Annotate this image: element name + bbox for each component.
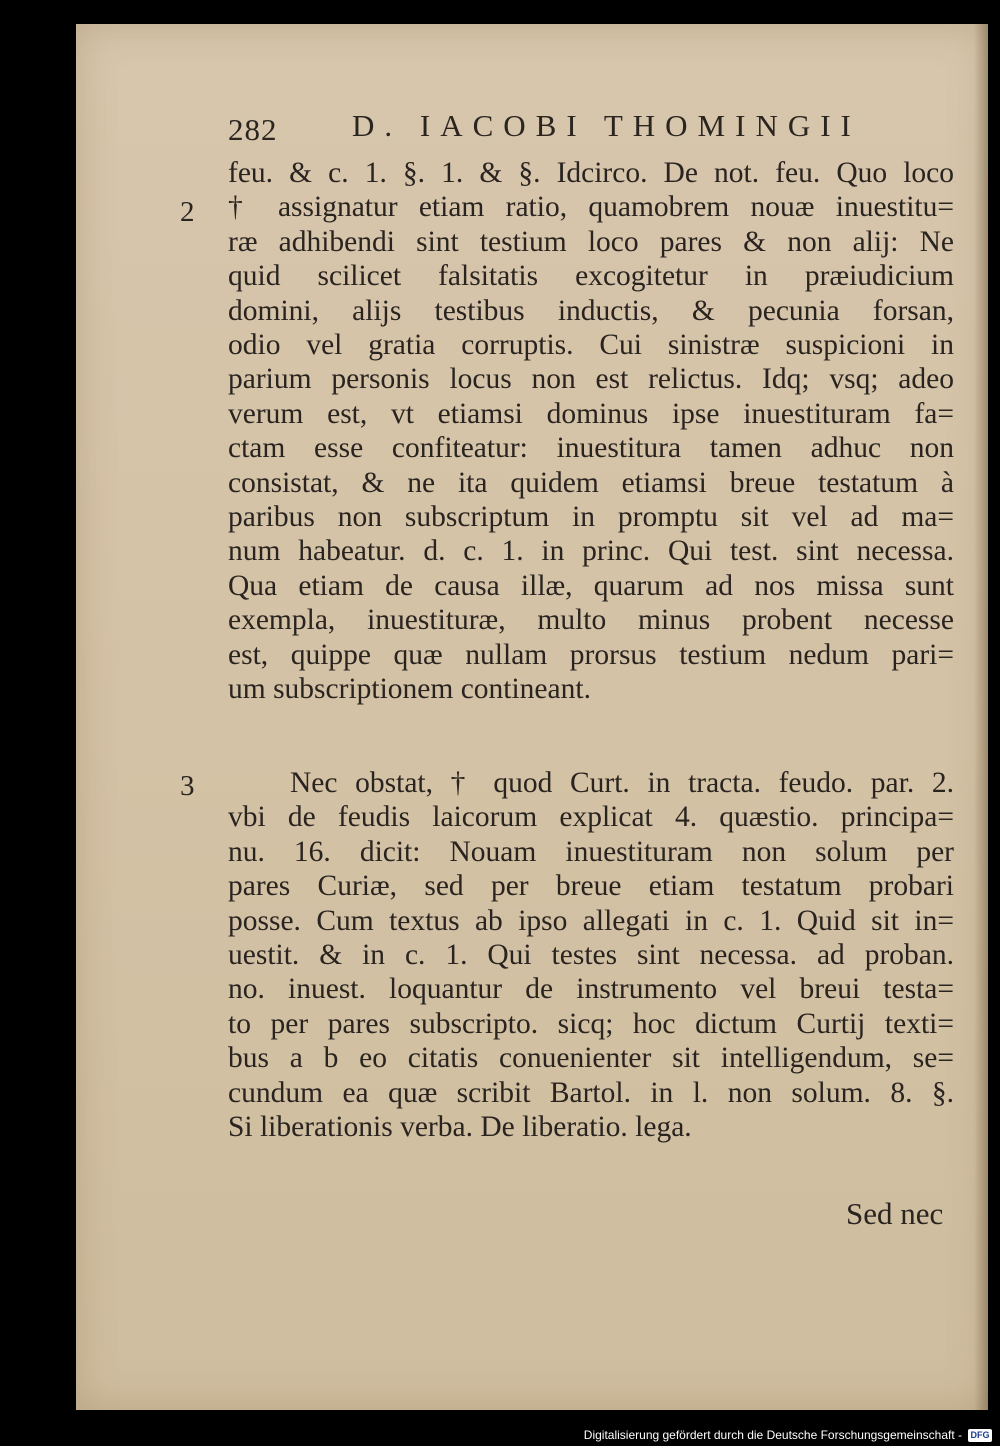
text-line: feu. & c. 1. §. 1. & §. Idcirco. De not. feu. Quo loco	[228, 157, 954, 189]
margin-number: 3	[180, 770, 195, 802]
text-line: uestit. & in c. 1. Qui testes sint necessa. ad proban.	[228, 939, 954, 972]
dfg-logo: DFG	[968, 1429, 992, 1442]
text-line: num habeatur. d. c. 1. in princ. Qui test. sint necessa.	[228, 535, 954, 568]
footer-bar	[0, 1426, 1000, 1446]
text-line: est, quippe quæ nullam prorsus testium nedum pari=	[228, 638, 954, 671]
text-line: exempla, inuestituræ, multo minus probent necesse	[228, 604, 954, 637]
footer-credit: Digitalisierung gefördert durch die Deutsche Forschungsgemeinschaft -	[583, 1428, 962, 1442]
text-line: vbi de feudis laicorum explicat 4. quæstio. principa=	[228, 801, 954, 834]
text-line: domini, alijs testibus inductis, & pecunia forsan,	[228, 294, 954, 327]
text-line: Qua etiam de causa illæ, quarum ad nos missa sunt	[228, 569, 954, 602]
text-line: verum est, vt etiamsi dominus ipse inuestituram fa=	[228, 397, 954, 430]
page-edge-shadow	[974, 24, 988, 1410]
text-line: ræ adhibendi sint testium loco pares & non alij: Ne	[228, 225, 954, 258]
text-line: posse. Cum textus ab ipso allegati in c. 1. Quid sit in=	[228, 904, 954, 937]
text-line: cundum ea quæ scribit Bartol. in l. non solum. 8. §.	[228, 1076, 954, 1109]
text-line: um subscriptionem contineant.	[228, 673, 591, 706]
text-line: pares Curiæ, sed per breue etiam testatum probari	[228, 870, 954, 903]
text-line: † assignatur etiam ratio, quamobrem nouæ inuestitu=	[228, 191, 954, 224]
paragraph-2	[228, 766, 954, 1144]
page-header	[228, 108, 948, 154]
text-line: odio vel gratia corruptis. Cui sinistræ suspicioni in	[228, 329, 954, 362]
catchword: Sed nec	[846, 1196, 944, 1231]
margin-number: 2	[180, 196, 195, 228]
running-head: D. IACOBI THOMINGII	[352, 108, 861, 143]
text-line: nu. 16. dicit: Nouam inuestituram non solum per	[228, 835, 954, 868]
text-line: consistat, & ne ita quidem etiamsi breue testatum à	[228, 466, 954, 499]
text-line: ctam esse confiteatur: inuestitura tamen adhuc non	[228, 432, 954, 465]
text-line: quid scilicet falsitatis excogitetur in præiudicium	[228, 260, 954, 293]
page-number: 282	[228, 112, 278, 147]
text-line: Si liberationis verba. De liberatio. lega.	[228, 1111, 692, 1144]
text-line: bus a b eo citatis conuenienter sit intelligendum, se=	[228, 1042, 954, 1075]
text-line: paribus non subscriptum in promptu sit vel ad ma=	[228, 501, 954, 534]
text-line: parium personis locus non est relictus. Idq; vsq; adeo	[228, 363, 954, 396]
text-line: Nec obstat, † quod Curt. in tracta. feudo. par. 2.	[290, 767, 954, 799]
text-line: to per pares subscripto. sicq; hoc dictum Curtij texti=	[228, 1007, 954, 1040]
paragraph-1	[228, 156, 954, 707]
text-line: no. inuest. loquantur de instrumento vel breui testa=	[228, 973, 954, 1006]
